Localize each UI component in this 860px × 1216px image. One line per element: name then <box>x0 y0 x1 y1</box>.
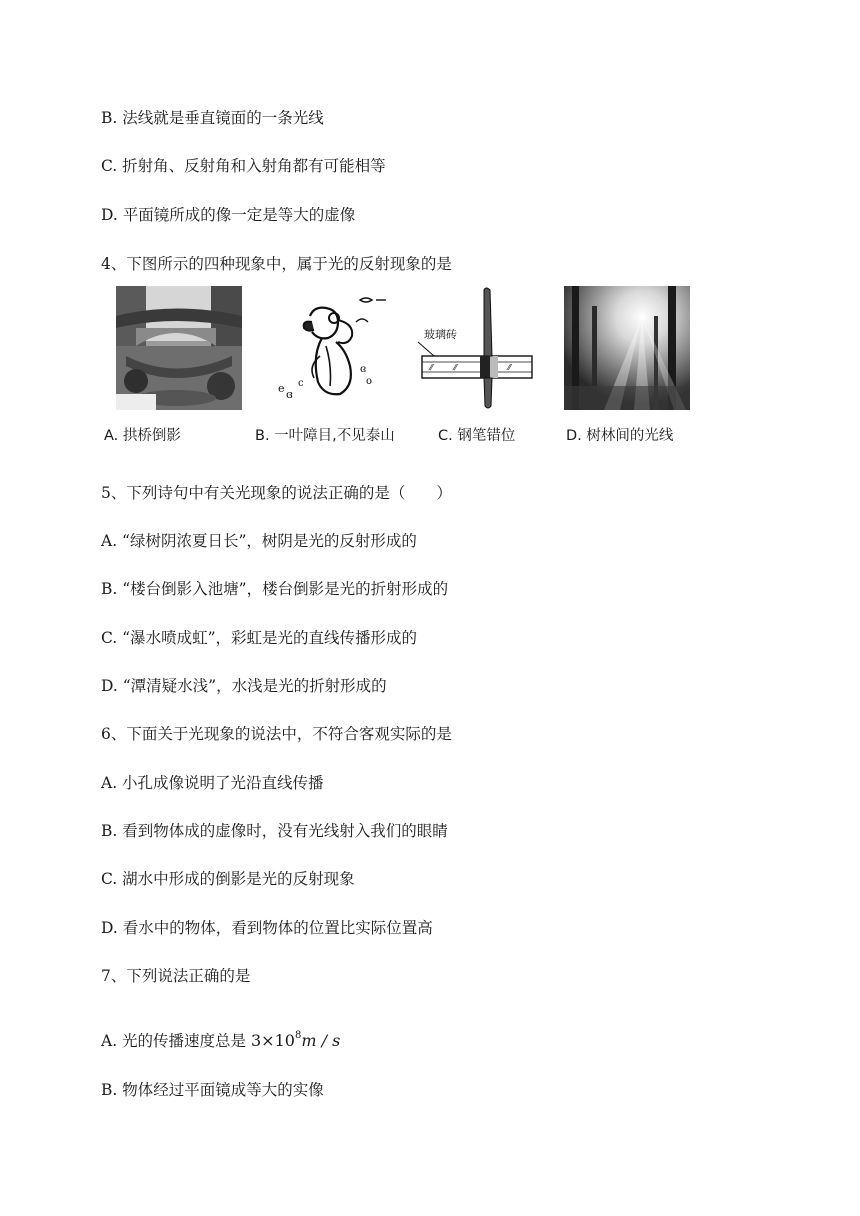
caption-d: D. 树林间的光线 <box>566 428 674 444</box>
svg-text:⁄⁄: ⁄⁄ <box>454 363 457 372</box>
svg-text:⁄⁄: ⁄⁄ <box>508 363 511 372</box>
svg-text:e: e <box>278 382 285 395</box>
question-5: 5、下列诗句中有关光现象的说法正确的是（ ） <box>101 484 452 502</box>
svg-text:ɞ: ɞ <box>360 364 367 375</box>
caption-a: A. 拱桥倒影 <box>104 428 181 444</box>
caption-c: C. 钢笔错位 <box>438 428 516 444</box>
option-6c: C. 湖水中形成的倒影是光的反射现象 <box>101 870 355 888</box>
formula-exponent: 8 <box>294 1030 302 1041</box>
question-6: 6、下面关于光现象的说法中，不符合客观实际的是 <box>101 725 452 743</box>
option-7a-text: A. 光的传播速度总是 <box>101 1032 247 1050</box>
formula-base: 3×10 <box>251 1031 295 1050</box>
leaf-before-eye-image <box>242 286 404 410</box>
question-7: 7、下列说法正确的是 <box>101 967 251 985</box>
bridge-reflection-image <box>116 286 242 410</box>
option-6a: A. 小孔成像说明了光沿直线传播 <box>101 774 324 792</box>
pen-glass-brick-image <box>404 286 564 410</box>
caption-b: B. 一叶障目,不见泰山 <box>255 428 395 444</box>
option-5b: B. “楼台倒影入池塘”，楼台倒影是光的折射形成的 <box>101 580 449 598</box>
option-6d: D. 看水中的物体，看到物体的位置比实际位置高 <box>101 919 433 937</box>
option-5c: C. “瀑水喷成虹”，彩虹是光的直线传播形成的 <box>101 629 418 647</box>
option-3d: D. 平面镜所成的像一定是等大的虚像 <box>101 206 356 224</box>
speed-formula <box>251 1031 340 1050</box>
svg-text:ɞ: ɞ <box>286 388 293 401</box>
formula-unit: m / s <box>301 1031 341 1050</box>
svg-text:c: c <box>298 378 304 389</box>
forest-light-image <box>564 286 690 410</box>
glass-brick-label: 玻璃砖 <box>424 328 457 341</box>
svg-text:⁄⁄: ⁄⁄ <box>430 363 433 372</box>
option-5a: A. “绿树阴浓夏日长”，树阴是光的反射形成的 <box>101 532 417 550</box>
option-5d: D. “潭清疑水浅”，水浅是光的折射形成的 <box>101 677 387 695</box>
option-7b: B. 物体经过平面镜成等大的实像 <box>101 1081 324 1099</box>
option-3b: B. 法线就是垂直镜面的一条光线 <box>101 109 324 127</box>
option-7a <box>101 1026 340 1051</box>
question-4-figure <box>116 286 690 410</box>
option-6b: B. 看到物体成的虚像时，没有光线射入我们的眼睛 <box>101 822 448 840</box>
svg-text:o: o <box>366 376 373 387</box>
option-3c: C. 折射角、反射角和入射角都有可能相等 <box>101 157 386 175</box>
question-4: 4、下图所示的四种现象中，属于光的反射现象的是 <box>101 255 452 273</box>
